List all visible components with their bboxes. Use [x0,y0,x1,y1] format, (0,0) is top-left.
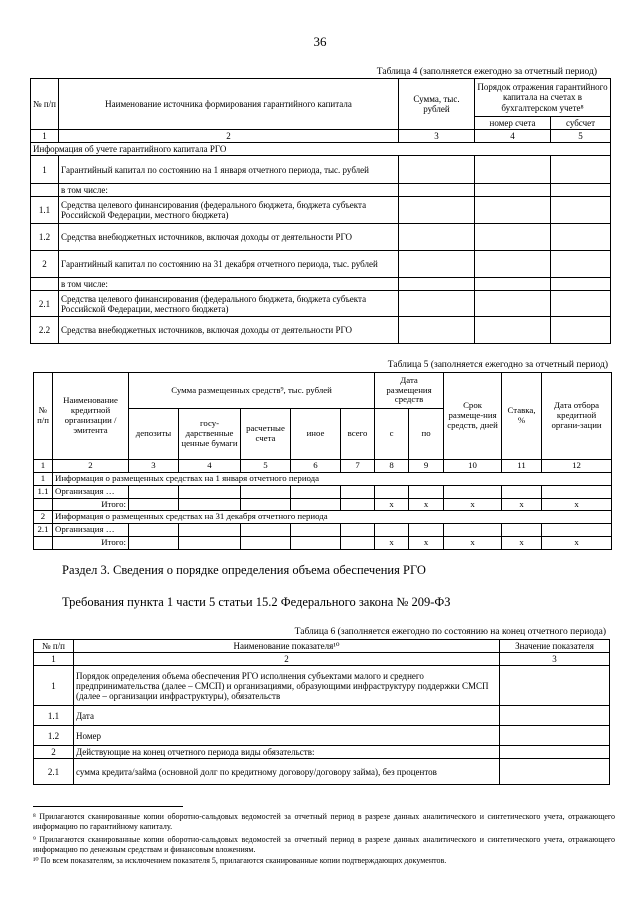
t6-row-num: 2.1 [34,759,74,785]
t4-cell [475,224,551,251]
t4-cell [551,278,611,291]
t4-cell [551,184,611,197]
t6-row-text: Дата [74,706,500,726]
t5-header-date-group: Дата размещения средств [375,373,444,409]
table4 [30,78,611,344]
t5-colnum: 1 [34,460,53,473]
t5-cell [291,537,341,550]
t4-cell [475,291,551,317]
t4-cell [399,278,475,291]
t5-cell [241,485,291,498]
t5-x-mark: х [542,498,612,511]
t5-colnum: 6 [291,460,341,473]
t6-value-cell [500,759,610,785]
t5-row-num: 1.1 [34,485,53,498]
t5-section-num: 1 [34,472,53,485]
t6-row-num: 2 [34,746,74,759]
t6-value-cell [500,666,610,706]
t5-row-name: Организация … [53,485,129,498]
t5-cell [409,485,444,498]
t5-header-securities: госу-дарственные ценные бумаги [179,409,241,460]
t4-cell [551,156,611,184]
t5-cell [341,537,375,550]
t5-section-title: Информация о размещенных средствах на 31 декабря отчетного периода [53,511,612,524]
t4-row-num: 1.1 [31,197,59,224]
t5-colnum: 9 [409,460,444,473]
t5-cell [179,524,241,537]
t4-row-num: 2.1 [31,291,59,317]
t4-cell [399,224,475,251]
t4-cell [551,291,611,317]
t4-cell [399,251,475,278]
t5-cell [129,485,179,498]
t5-cell [409,524,444,537]
t4-row-text: Гарантийный капитал по состоянию на 31 декабря отчетного периода, тыс. рублей [59,251,399,278]
t4-cell [475,156,551,184]
t5-colnum: 11 [502,460,542,473]
t5-cell [375,485,409,498]
table5-caption: Таблица 5 (заполняется ежегодно за отчетный период) [387,360,608,370]
t5-header-name: Наименование кредитной организации / эмитента [53,373,129,460]
t4-row-text: Средства целевого финансирования (федерального бюджета, бюджета субъекта Российской Федерации, местного бюджета) [59,291,399,317]
t4-colnum: 2 [59,130,399,143]
t6-value-cell [500,706,610,726]
t5-x-mark: х [375,498,409,511]
t4-cell [551,251,611,278]
section3-title: Раздел 3. Сведения о порядке определения объема обеспечения РГО [62,563,426,577]
table6-caption: Таблица 6 (заполняется ежегодно по состоянию на конец отчетного периода) [294,627,606,637]
t5-cell [241,498,291,511]
t4-row-num: 1 [31,156,59,184]
t5-cell [129,524,179,537]
t4-header-num: № п/п [31,79,59,130]
t5-colnum: 5 [241,460,291,473]
t4-row-text: Средства внебюджетных источников, включая доходы от деятельности РГО [59,224,399,251]
t5-cell [542,485,612,498]
footnote-divider [33,806,183,807]
t4-cell [551,317,611,344]
t4-row-text: Средства внебюджетных источников, включая доходы от деятельности РГО [59,317,399,344]
t5-colnum: 10 [444,460,502,473]
t6-row-num: 1 [34,666,74,706]
t5-cell [341,498,375,511]
t5-cell [502,524,542,537]
page-number: 36 [313,34,327,49]
t5-cell [241,524,291,537]
t4-row-text: в том числе: [59,278,399,291]
t4-cell [475,278,551,291]
table4-caption: Таблица 4 (заполняется ежегодно за отчетный период) [376,67,597,77]
t4-cell [551,224,611,251]
t4-cell [475,317,551,344]
t5-cell [291,485,341,498]
t5-cell [444,524,502,537]
footnote-8: ⁸ Прилагаются сканированные копии оборотно-сальдовых ведомостей за отчетный период в разрезе данных аналитического и синтетического учета, отражающего информацию по гарантийному капиталу. [33,812,615,831]
t4-cell [399,291,475,317]
t5-cell [179,537,241,550]
t5-cell [375,524,409,537]
t6-value-cell [500,726,610,746]
t5-cell [129,537,179,550]
t5-header-rate: Ставка, % [502,373,542,460]
t5-cell [34,537,53,550]
footnote-9: ⁹ Прилагаются сканированные копии оборотно-сальдовых ведомостей за отчетный период в разрезе данных аналитического и синтетического учета, отражающего информацию по денежным средствам и финансовым вложениям. [33,835,615,854]
t5-x-mark: х [444,537,502,550]
t6-header-value: Значение показателя [500,640,610,653]
t5-cell [542,524,612,537]
t4-header-order: Порядок отражения гарантийного капитала на счетах в бухгалтерском учете⁸ [475,79,611,117]
t5-x-mark: х [409,537,444,550]
t4-header-subaccount: субсчет [551,117,611,130]
t5-x-mark: х [375,537,409,550]
t5-colnum: 2 [53,460,129,473]
t5-header-to: по [409,409,444,460]
section3-requirement: Требования пункта 1 части 5 статьи 15.2 Федерального закона № 209-ФЗ [62,595,451,609]
t5-colnum: 8 [375,460,409,473]
t5-header-accounts: расчетные счета [241,409,291,460]
t4-row-num [31,278,59,291]
t4-row-num [31,184,59,197]
t6-row-text: Номер [74,726,500,746]
t5-cell [179,498,241,511]
t5-cell [179,485,241,498]
t4-row-text: в том числе: [59,184,399,197]
footnote-10: ¹⁰ По всем показателям, за исключением показателя 5, прилагаются сканированные копии подтверждающих документов. [33,856,447,865]
t5-colnum: 4 [179,460,241,473]
t5-section-title: Информация о размещенных средствах на 1 января отчетного периода [53,472,612,485]
t6-row-num: 1.1 [34,706,74,726]
table5 [33,372,612,550]
t6-header-num: № п/п [34,640,74,653]
t5-colnum: 12 [542,460,612,473]
t5-total-label: Итого: [53,537,129,550]
t5-x-mark: х [444,498,502,511]
t5-cell [444,485,502,498]
t6-colnum: 1 [34,653,74,666]
t6-row-text: сумма кредита/займа (основной долг по кредитному договору/договору займа), без процентов [74,759,500,785]
t4-colnum: 4 [475,130,551,143]
t4-cell [551,197,611,224]
t6-value-cell [500,746,610,759]
t5-colnum: 3 [129,460,179,473]
t6-row-num: 1.2 [34,726,74,746]
t4-row-num: 2 [31,251,59,278]
t5-x-mark: х [502,498,542,511]
t5-header-sum-group: Сумма размещенных средств⁹, тыс. рублей [129,373,375,409]
t4-row-text: Гарантийный капитал по состоянию на 1 января отчетного периода, тыс. рублей [59,156,399,184]
t4-row-num: 2.2 [31,317,59,344]
t4-row-text: Средства целевого финансирования (федерального бюджета, бюджета субъекта Российской Федерации, местного бюджета) [59,197,399,224]
t4-colnum: 1 [31,130,59,143]
t4-header-sum: Сумма, тыс. рублей [399,79,475,130]
t4-colnum: 5 [551,130,611,143]
t4-section-title: Информация об учете гарантийного капитала РГО [31,143,611,156]
t5-header-num: № п/п [34,373,53,460]
t4-header-name: Наименование источника формирования гарантийного капитала [59,79,399,130]
t5-cell [129,498,179,511]
t6-row-text: Действующие на конец отчетного периода виды обязательств: [74,746,500,759]
t5-x-mark: х [502,537,542,550]
t5-cell [502,485,542,498]
t5-cell [291,524,341,537]
t5-cell [341,524,375,537]
t4-colnum: 3 [399,130,475,143]
t5-total-label: Итого: [53,498,129,511]
t5-header-deposits: депозиты [129,409,179,460]
t5-x-mark: х [542,537,612,550]
t5-colnum: 7 [341,460,375,473]
t6-colnum: 3 [500,653,610,666]
t5-row-num: 2.1 [34,524,53,537]
t5-cell [291,498,341,511]
t5-header-selection: Дата отбора кредитной органи-зации [542,373,612,460]
t6-header-name: Наименование показателя¹⁰ [74,640,500,653]
t5-cell [34,498,53,511]
t4-cell [475,184,551,197]
t5-x-mark: х [409,498,444,511]
t5-header-from: с [375,409,409,460]
t6-row-text: Порядок определения объема обеспечения РГО исполнения субъектами малого и среднего предпринимательства (далее – СМСП) и организациями, образующими инфраструктуру поддержки СМСП (далее – организации инфраструктуры), обязательств [74,666,500,706]
t4-row-num: 1.2 [31,224,59,251]
t4-cell [399,317,475,344]
t4-cell [399,197,475,224]
t4-cell [399,184,475,197]
t5-header-other: иное [291,409,341,460]
t5-header-term: Срок размеще-ния средств, дней [444,373,502,460]
t4-cell [399,156,475,184]
t4-header-account: номер счета [475,117,551,130]
t5-cell [241,537,291,550]
t4-cell [475,197,551,224]
t5-row-name: Организация … [53,524,129,537]
table6 [33,639,610,785]
t4-cell [475,251,551,278]
t5-header-total: всего [341,409,375,460]
t5-section-num: 2 [34,511,53,524]
t5-cell [341,485,375,498]
t6-colnum: 2 [74,653,500,666]
